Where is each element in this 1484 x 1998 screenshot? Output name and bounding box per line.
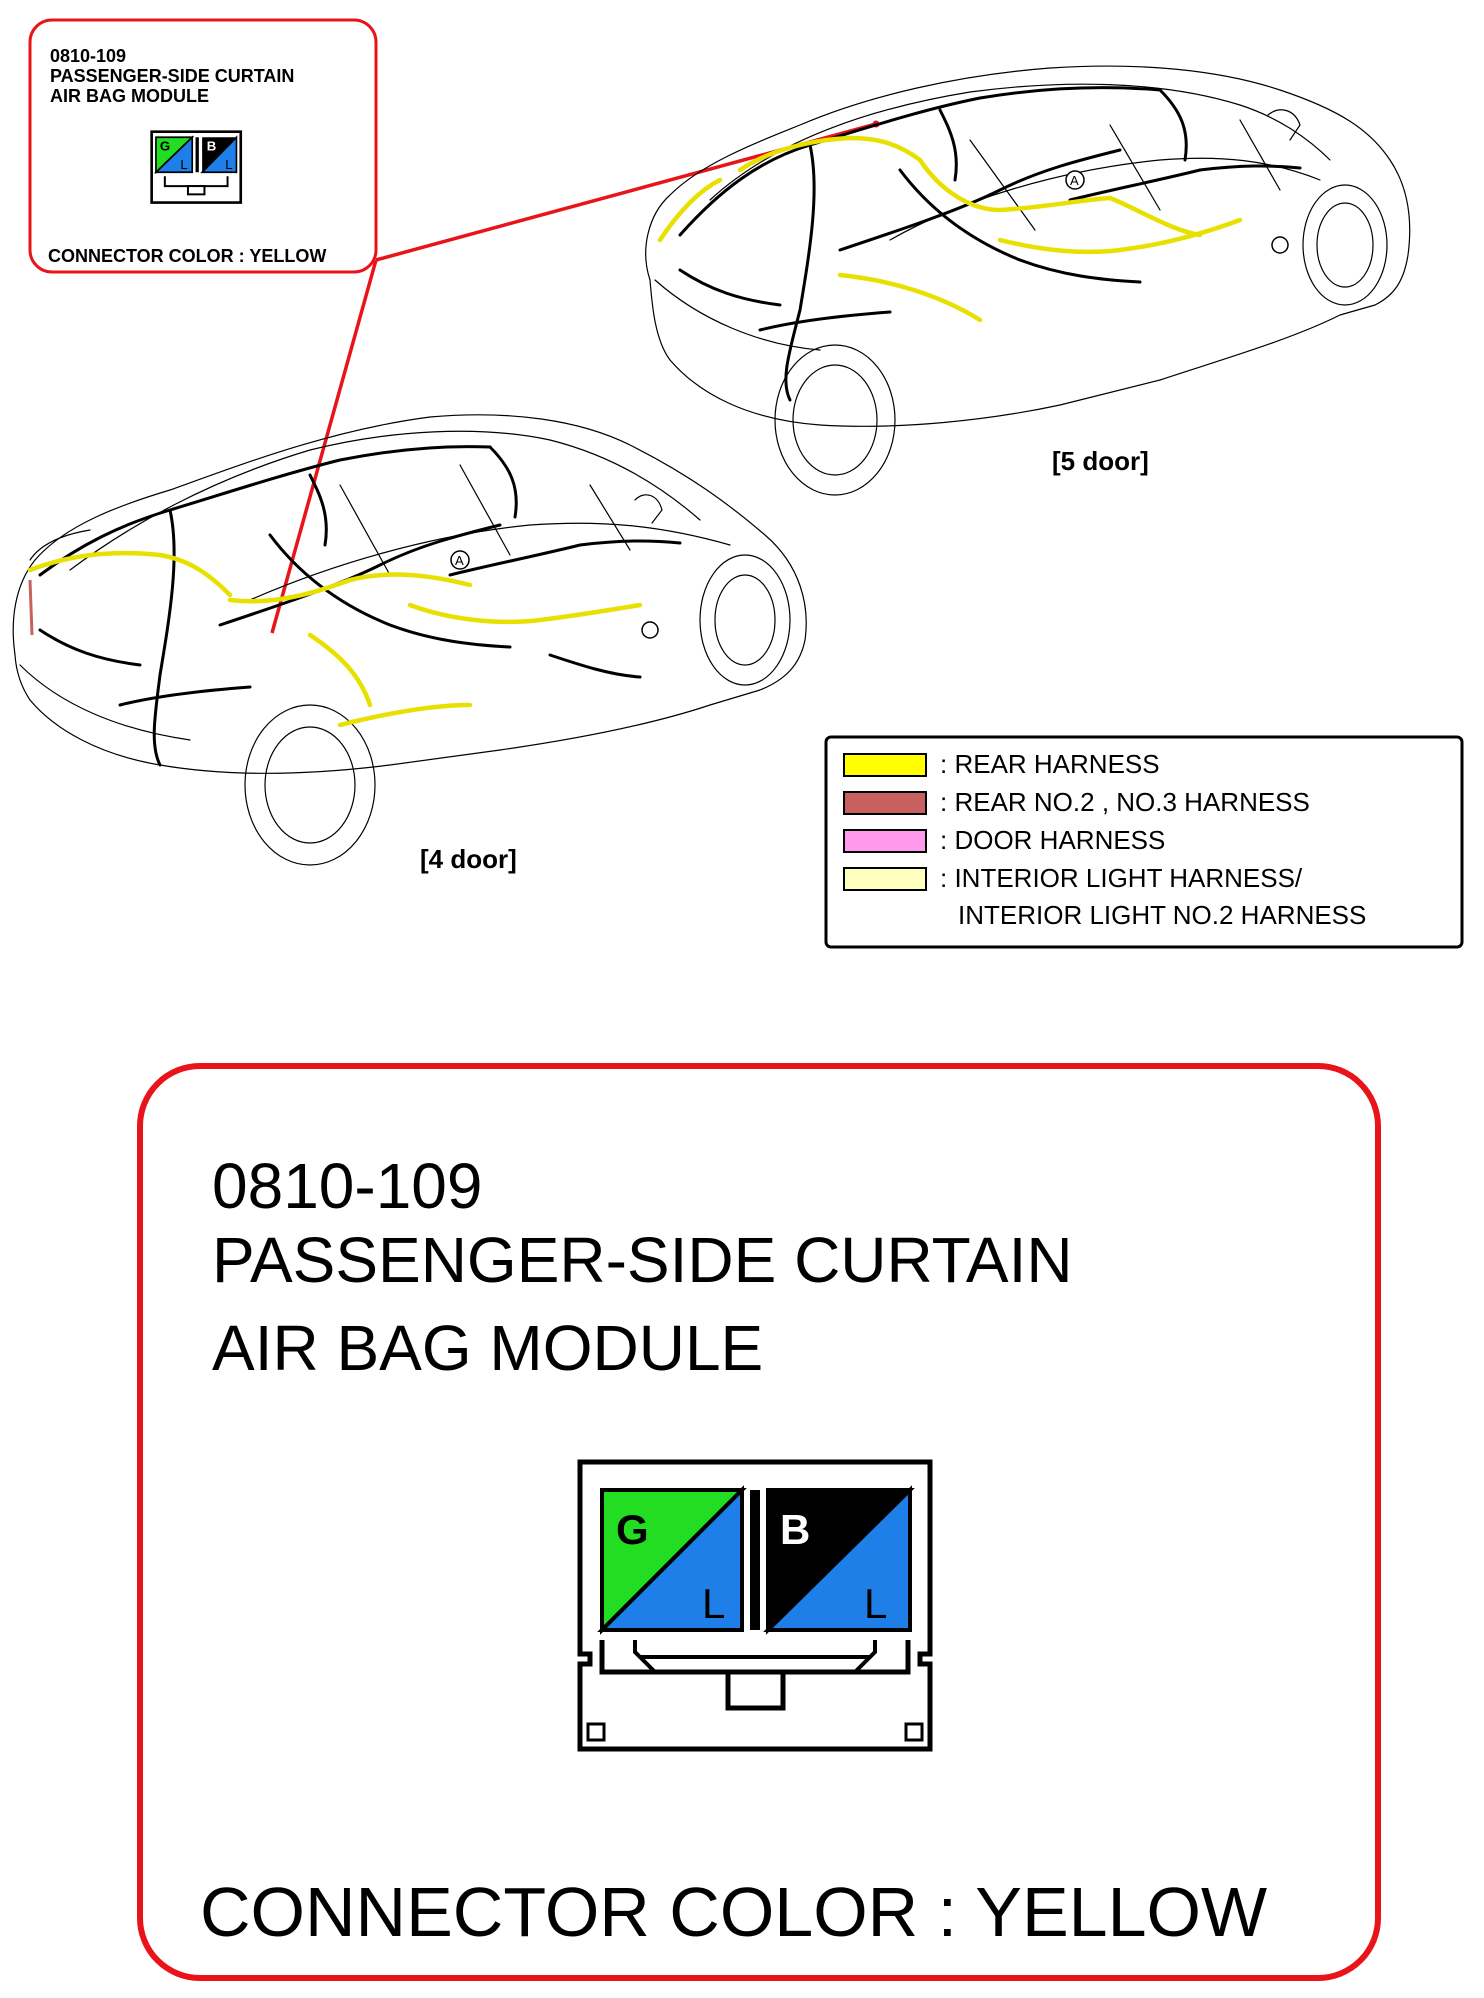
car-4door-illustration [13,415,806,865]
large-callout-connector-color: CONNECTOR COLOR : YELLOW [200,1873,1268,1951]
view-label-4door: [4 door] [420,844,517,874]
harness-legend [826,737,1462,947]
car-5door-illustration [646,66,1410,495]
legend-label-continuation: INTERIOR LIGHT NO.2 HARNESS [958,900,1367,930]
small-callout-name-line1: PASSENGER-SIDE CURTAIN [50,66,295,86]
small-callout-connector-color: CONNECTOR COLOR : YELLOW [48,246,327,266]
legend-swatch [844,754,926,776]
pin-1-left-color: G [616,1506,649,1553]
connector-pin-2 [768,1490,910,1630]
pin-2-left-color: B [780,1506,811,1553]
pin-2-right-color: L [864,1580,888,1627]
large-callout-name-line2: AIR BAG MODULE [212,1312,764,1384]
svg-text:L: L [180,156,188,172]
legend-item-rear-no2-no3-harness [844,787,1310,817]
legend-label: : REAR HARNESS [940,749,1160,779]
legend-item-door-harness [844,825,1165,855]
large-callout [140,1066,1378,1978]
marker-a-4door: A [455,553,464,568]
legend-swatch [844,868,926,890]
large-connector-icon [580,1462,930,1749]
svg-text:B: B [206,138,217,154]
legend-swatch [844,792,926,814]
marker-a-5door: A [1070,173,1079,188]
connector-pin-1 [602,1490,742,1630]
small-callout-code: 0810-109 [50,46,127,66]
legend-label: : DOOR HARNESS [940,825,1166,855]
small-callout [30,20,376,272]
small-connector-icon [152,132,241,203]
large-callout-code: 0810-109 [212,1150,483,1222]
legend-item-rear-harness [844,749,1160,779]
large-callout-name-line1: PASSENGER-SIDE CURTAIN [212,1224,1073,1296]
connector-divider [750,1490,760,1630]
svg-text:G: G [159,138,171,154]
legend-label: : INTERIOR LIGHT HARNESS/ [940,863,1303,893]
small-callout-name-line2: AIR BAG MODULE [50,86,209,106]
legend-label: : REAR NO.2 , NO.3 HARNESS [940,787,1310,817]
view-label-5door: [5 door] [1052,446,1149,476]
legend-swatch [844,830,926,852]
svg-text:L: L [225,156,233,172]
pin-1-right-color: L [702,1580,726,1627]
